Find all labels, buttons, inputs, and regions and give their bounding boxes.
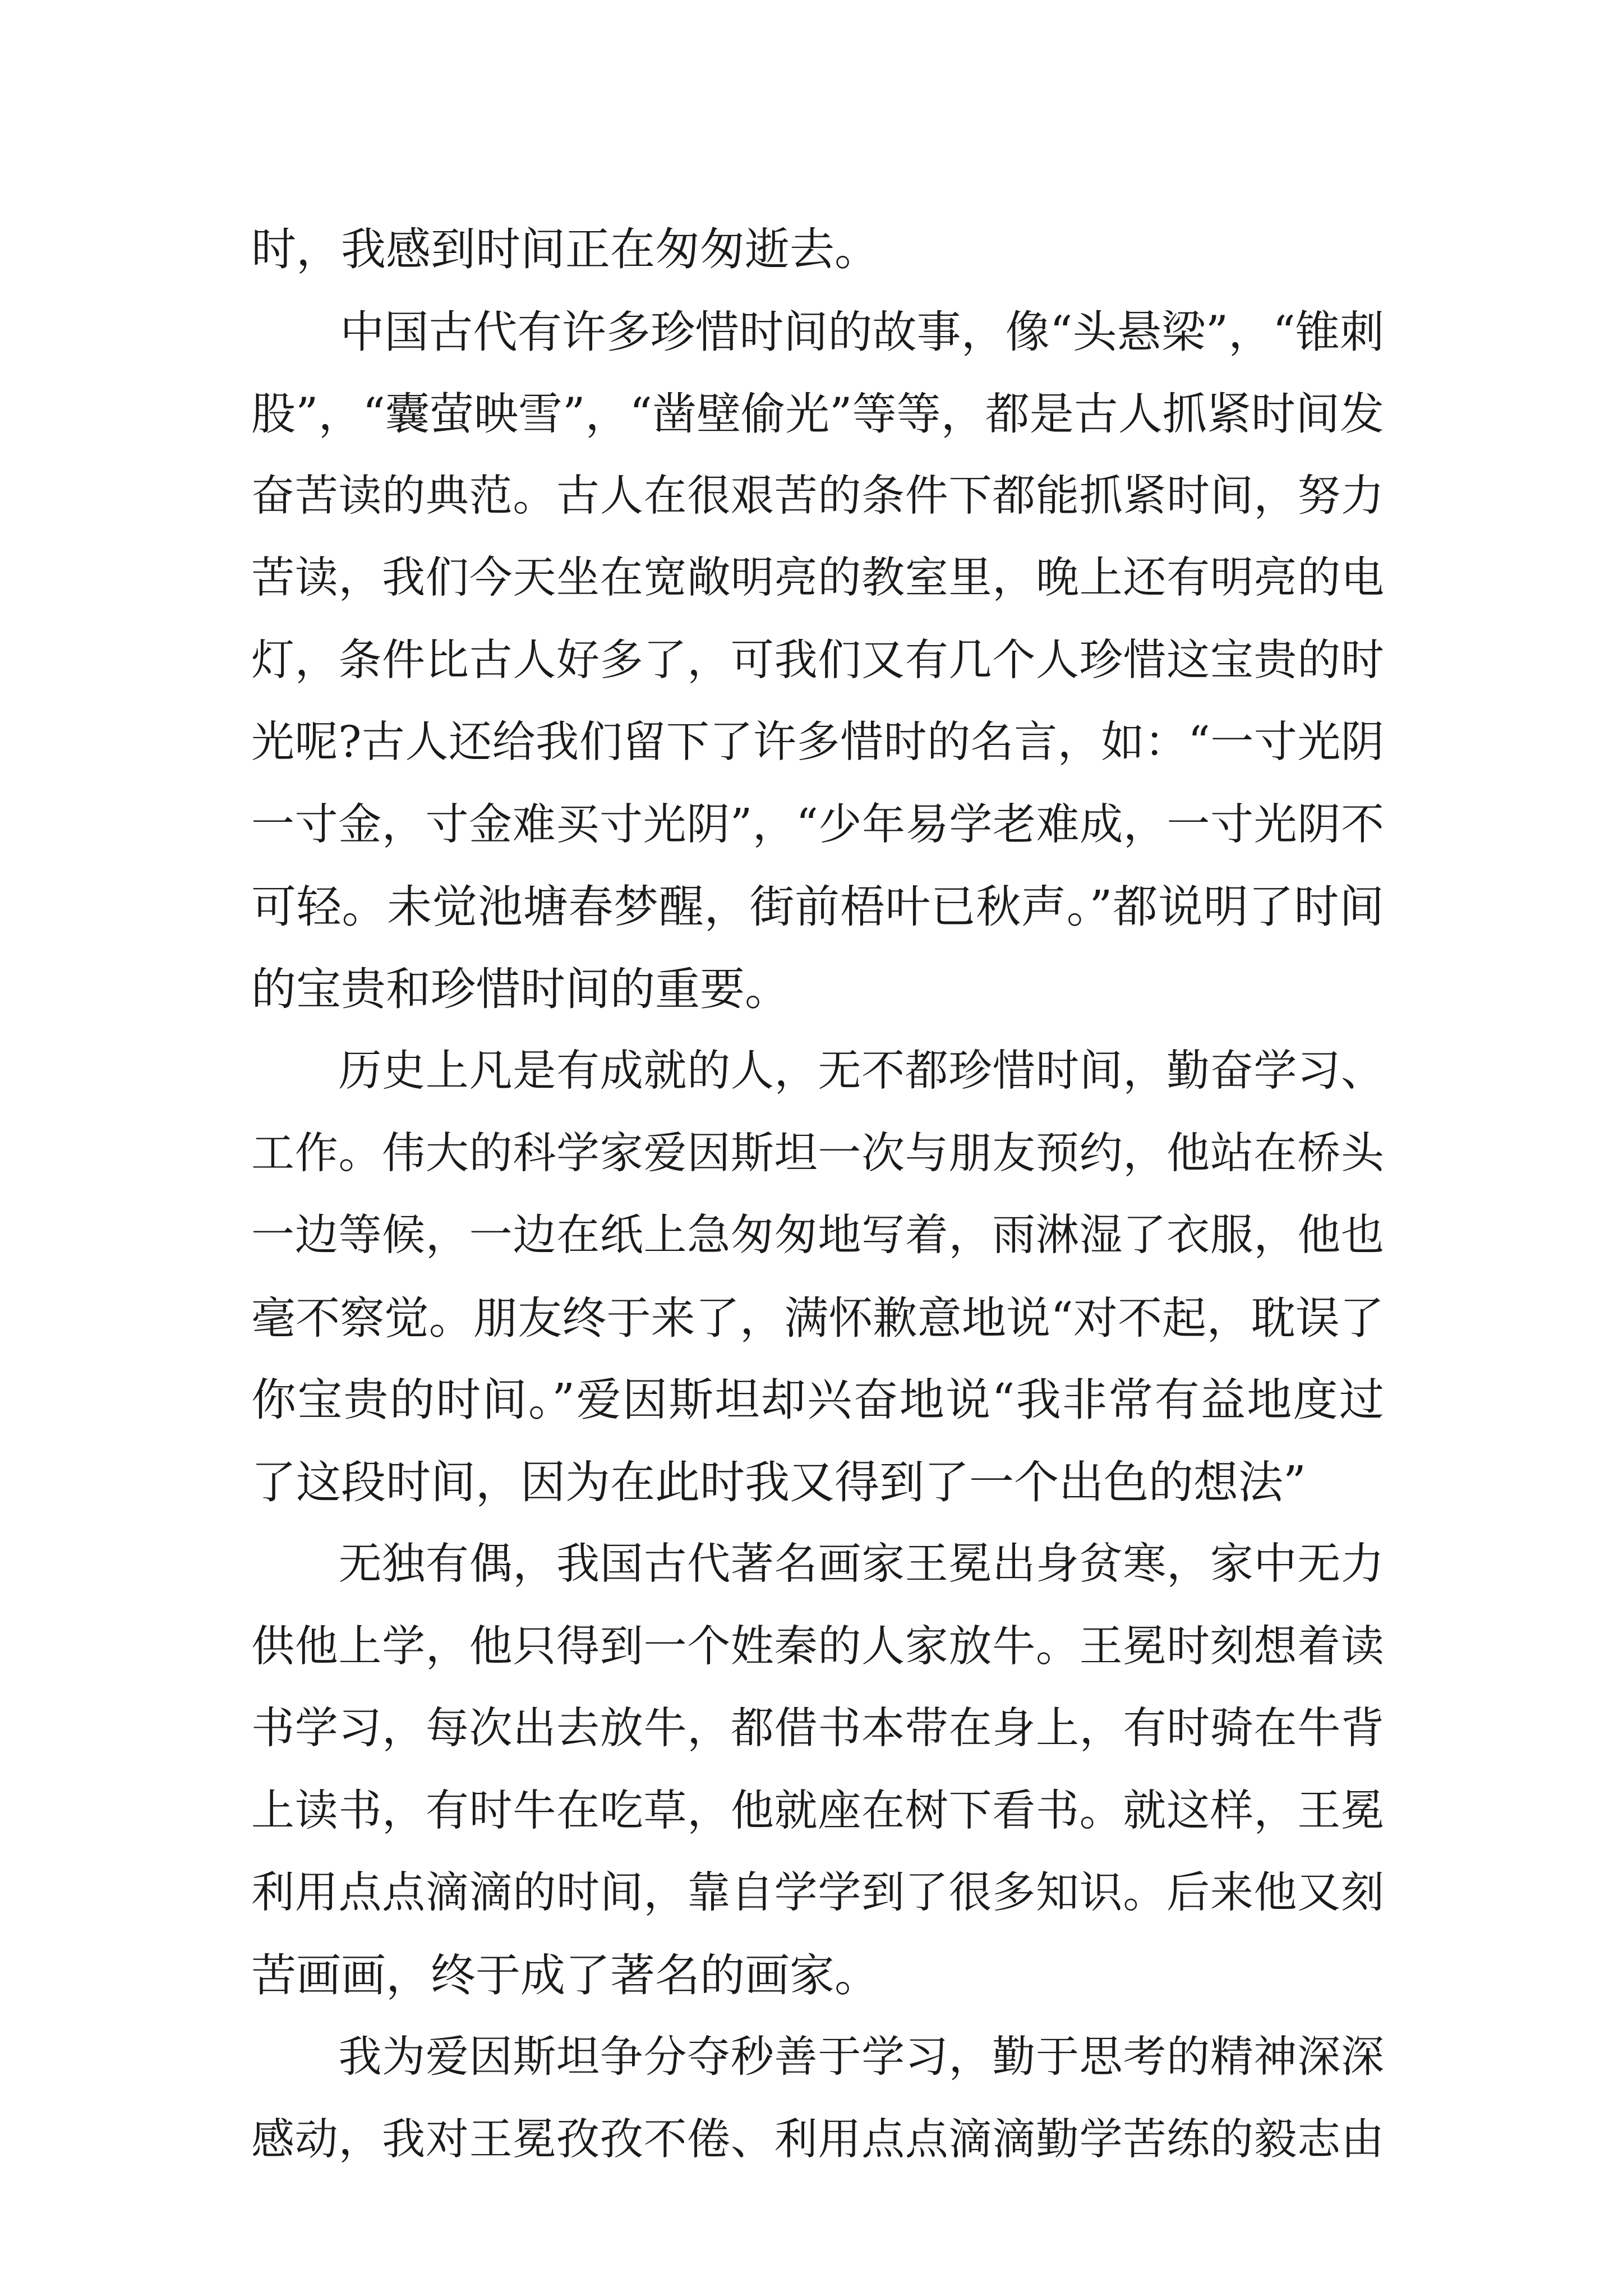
text-line: 我为爱因斯坦争分夺秒善于学习，勤于思考的精神深深 (251, 2032, 1384, 2082)
text-line: 书学习，每次出去放牛，都借书本带在身上，有时骑在牛背 (251, 1704, 1384, 1754)
text-line: 你宝贵的时间。”爱因斯坦却兴奋地说“我非常有益地度过 (251, 1374, 1384, 1426)
text-line: 供他上学，他只得到一个姓秦的人家放牛。王冕时刻想着读 (251, 1621, 1384, 1672)
document-body (251, 209, 1384, 2181)
text-line: 一寸金，寸金难买寸光阴”，“少年易学老难成，一寸光阴不 (251, 799, 1384, 850)
text-line: 了这段时间，因为在此时我又得到了一个出色的想法” (251, 1456, 1306, 1508)
text-line: 历史上凡是有成就的人，无不都珍惜时间，勤奋学习、 (251, 1046, 1384, 1096)
text-line: 感动，我对王冕孜孜不倦、利用点点滴滴勤学苦练的毅志由 (251, 2114, 1384, 2165)
text-line: 的宝贵和珍惜时间的重要。 (251, 963, 790, 1015)
text-line: 工作。伟大的科学家爱因斯坦一次与朋友预约，他站在桥头 (251, 1128, 1384, 1179)
text-line: 中国古代有许多珍惜时间的故事，像“头悬梁”，“锥刺 (251, 306, 1384, 358)
text-line: 苦画画，终于成了著名的画家。 (251, 1949, 879, 2001)
text-line: 奋苦读的典范。古人在很艰苦的条件下都能抓紧时间，努力 (251, 471, 1384, 521)
text-line: 一边等候，一边在纸上急匆匆地写着，雨淋湿了衣服，他也 (251, 1211, 1384, 1260)
text-line: 无独有偶，我国古代著名画家王冕出身贫寒，家中无力 (251, 1539, 1384, 1589)
text-line: 股”，“囊萤映雪”，“凿壁偷光”等等，都是古人抓紧时间发 (251, 388, 1384, 440)
text-line: 灯，条件比古人好多了，可我们又有几个人珍惜这宝贵的时 (251, 635, 1384, 685)
text-line: 毫不察觉。朋友终于来了，满怀歉意地说“对不起，耽误了 (251, 1292, 1384, 1344)
text-line: 可轻。未觉池塘春梦醒，街前梧叶已秋声。”都说明了时间 (251, 881, 1384, 933)
text-line: 上读书，有时牛在吃草，他就座在树下看书。就这样，王冕 (251, 1786, 1384, 1836)
text-line: 苦读，我们今天坐在宽敞明亮的教室里，晚上还有明亮的电 (251, 553, 1384, 603)
text-line: 利用点点滴滴的时间，靠自学学到了很多知识。后来他又刻 (251, 1868, 1384, 1918)
text-line: 光呢?古人还给我们留下了许多惜时的名言，如：“一寸光阴 (251, 717, 1384, 767)
text-line: 时，我感到时间正在匆匆逝去。 (251, 223, 879, 275)
